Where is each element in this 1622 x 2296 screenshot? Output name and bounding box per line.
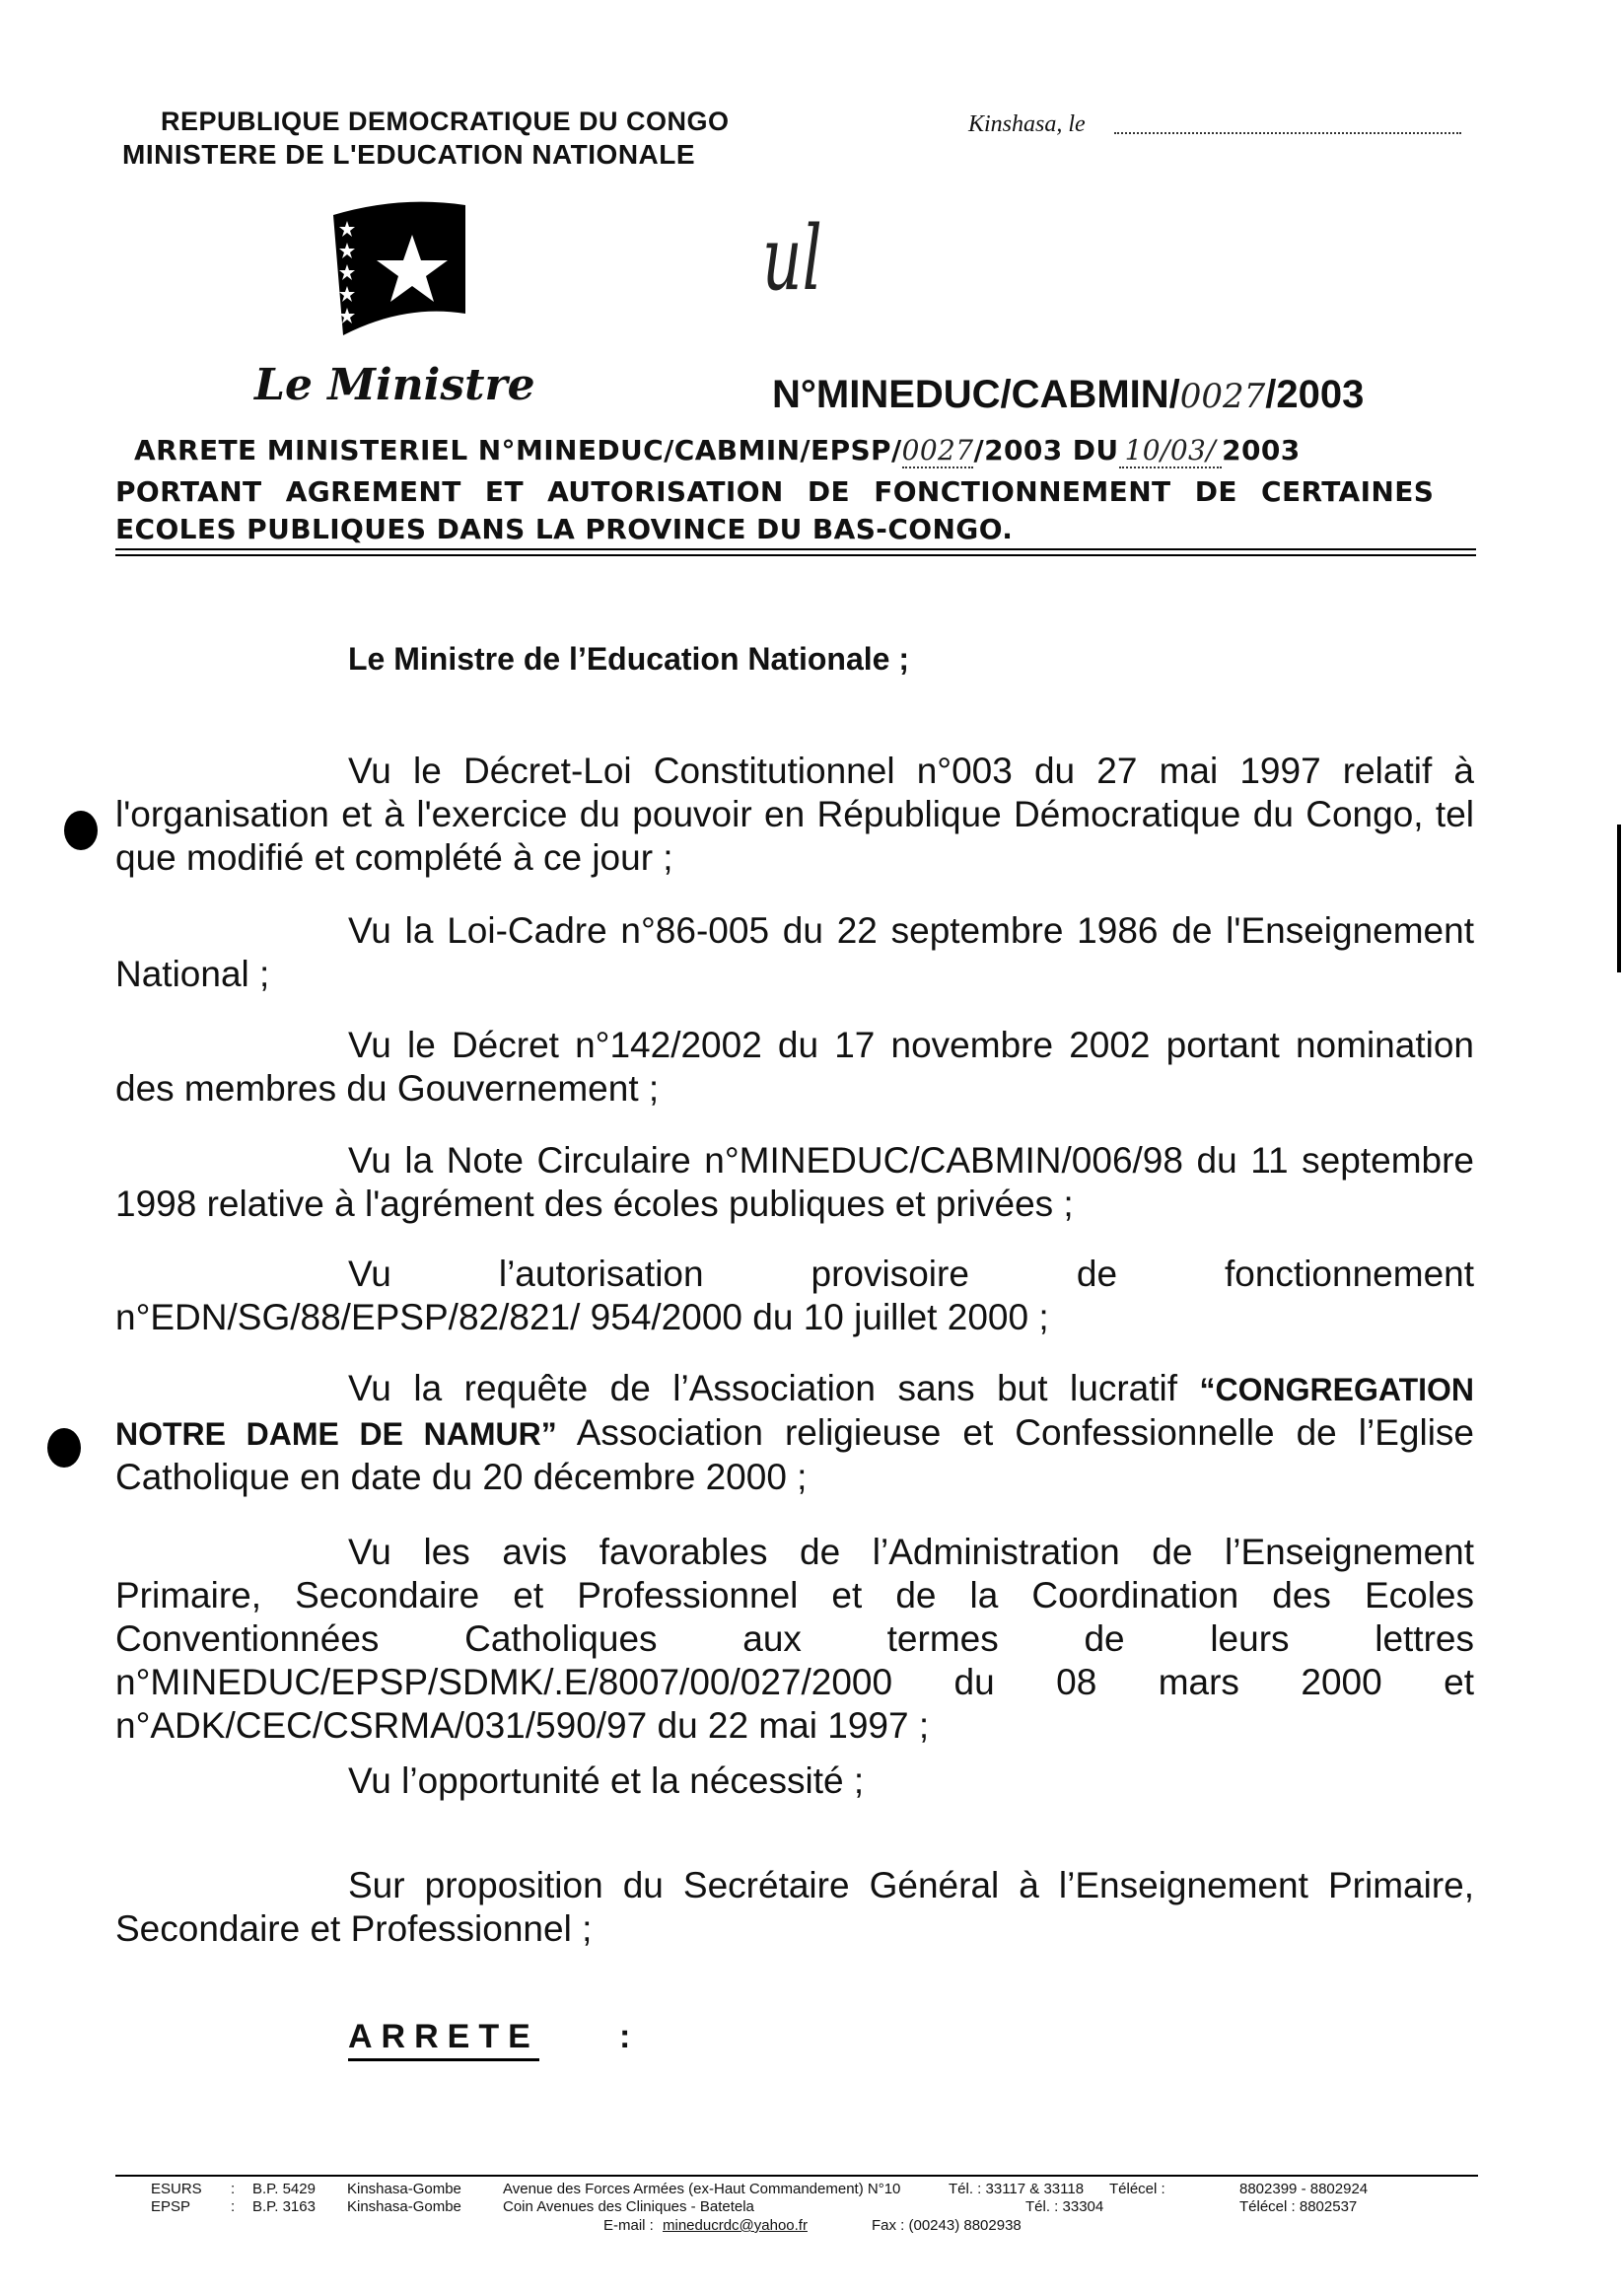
arrete-colon: : [619, 2018, 631, 2055]
footer-city-2: Kinshasa-Gombe [347, 2198, 461, 2215]
scan-edge-mark [1617, 825, 1621, 972]
decree-ref-prefix: ARRETE MINISTERIEL N°MINEDUC/CABMIN/EPSP/ [134, 434, 902, 466]
decree-hand-number: 0027 [901, 434, 974, 466]
paragraph-opportunite: Vu l’opportunité et la nécessité ; [348, 1760, 865, 1801]
decree-title-line2: PORTANT AGREMENT ET AUTORISATION DE FONCTIONNEMENT DE CERTAINES [115, 475, 1435, 508]
footer-email-label: E-mail : [603, 2217, 654, 2234]
punch-hole-bottom [47, 1428, 81, 1468]
footer-bp-2: B.P. 3163 [252, 2198, 316, 2215]
paragraph-requete [115, 1367, 1474, 1499]
reference-hand-number: 0027 [1179, 377, 1266, 416]
title-rule-bottom [115, 554, 1476, 556]
country-name: REPUBLIQUE DEMOCRATIQUE DU CONGO [161, 107, 730, 136]
minister-title: Le Ministre [254, 360, 535, 410]
footer-sep-1: : [231, 2181, 236, 2197]
reference-suffix: /2003 [1265, 373, 1365, 416]
ministry-name: MINISTERE DE L'EDUCATION NATIONALE [122, 139, 696, 170]
footer-org-epsp: EPSP [151, 2198, 191, 2215]
title-rule-top [115, 548, 1476, 550]
footer-address-1: Avenue des Forces Armées (ex-Haut Commandement) N°10 [503, 2181, 901, 2197]
paragraph-autorisation: Vu l’autorisation provisoire de fonctionnement n°EDN/SG/88/EPSP/82/821/ 954/2000 du 10 juillet 2000 ; [115, 1254, 1474, 1337]
footer-telecel-2: Télécel : 8802537 [1239, 2198, 1358, 2215]
flag-star-icon [325, 197, 473, 335]
paragraph-proposition: Sur proposition du Secrétaire Général à l’Enseignement Primaire, Secondaire et Professionnel ; [115, 1865, 1474, 1949]
footer-bp-1: B.P. 5429 [252, 2181, 316, 2197]
reference-number [772, 373, 1364, 417]
date-blank-line [1114, 132, 1461, 134]
footer-email-link[interactable]: mineducrdc@yahoo.fr [663, 2217, 808, 2234]
decree-title-line1 [134, 434, 1301, 466]
footer-city-1: Kinshasa-Gombe [347, 2181, 461, 2197]
decree-year: 2003 [1222, 434, 1301, 466]
requete-text-before: Vu la requête de l’Association sans but lucratif [348, 1368, 1200, 1408]
paragraph-avis: Vu les avis favorables de l’Administration de l’Enseignement Primaire, Secondaire et Professionnel et de la Coordination des Ecoles Conventionnées Catholiques aux termes de leurs lettres n°MINEDUC/EPSP/SDMK/.E/8007/00/027/2000 du 08 mars 2000 et n°ADK/CEC/CSRMA/031/590/97 du 22 mai 1997 ; [115, 1532, 1474, 1746]
footer-numbers-1: 8802399 - 8802924 [1239, 2181, 1369, 2197]
place-date-label: Kinshasa, le [968, 111, 1086, 137]
congregation-name: “CONGREGATION NOTRE DAME DE NAMUR” [115, 1372, 1474, 1452]
decree-ref-mid: /2003 DU [973, 434, 1119, 466]
footer-tel-1: Tél. : 33117 & 33118 [949, 2181, 1085, 2197]
footer-org-esurs: ESURS [151, 2181, 202, 2197]
footer-address-2: Coin Avenues des Cliniques - Batetela [503, 2198, 754, 2215]
arrete-heading: ARRETE [348, 2018, 539, 2061]
footer-tel-2: Tél. : 33304 [1025, 2198, 1104, 2215]
footer-telecel-label-1: Télécel : [1109, 2181, 1165, 2197]
reference-prefix: N°MINEDUC/CABMIN/ [772, 373, 1180, 416]
requete-text-after: Association religieuse et Confessionnelle de l’Eglise Catholique en date du 20 décembre 2000 ; [115, 1412, 1474, 1497]
paragraph-loi-cadre: Vu la Loi-Cadre n°86-005 du 22 septembre 1986 de l'Enseignement National ; [115, 910, 1474, 994]
paragraph-decret-loi: Vu le Décret-Loi Constitutionnel n°003 du 27 mai 1997 relatif à l'organisation et à l'exercice du pouvoir en République Démocratique du Congo, tel que modifié et complété à ce jour ; [115, 751, 1474, 878]
footer-fax: Fax : (00243) 8802938 [872, 2217, 1022, 2234]
body-heading: Le Ministre de l’Education Nationale ; [348, 641, 909, 677]
handwritten-mark: ul [762, 207, 822, 311]
decree-title-line3: ECOLES PUBLIQUES DANS LA PROVINCE DU BAS-CONGO. [115, 513, 1014, 545]
paragraph-note-circulaire: Vu la Note Circulaire n°MINEDUC/CABMIN/006/98 du 11 septembre 1998 relative à l'agrément des écoles publiques et privées ; [115, 1140, 1474, 1224]
punch-hole-top [64, 811, 98, 850]
footer-sep-2: : [231, 2198, 236, 2215]
decree-hand-date: 10/03/ [1119, 434, 1223, 468]
paragraph-decret-nomination: Vu le Décret n°142/2002 du 17 novembre 2002 portant nomination des membres du Gouvernement ; [115, 1025, 1474, 1109]
footer-rule [115, 2175, 1478, 2177]
